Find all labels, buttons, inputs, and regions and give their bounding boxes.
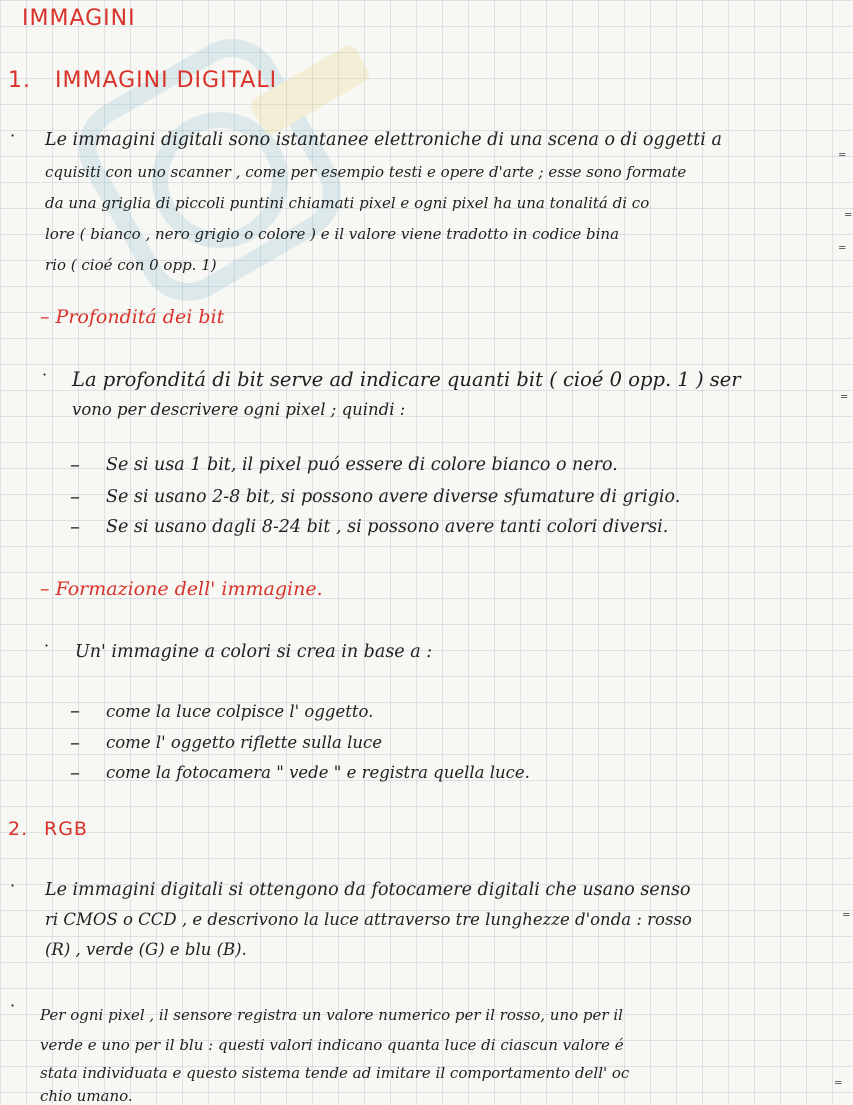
subheading-bit-depth: – Profonditá dei bit xyxy=(40,306,225,328)
list-dash-icon: – xyxy=(70,760,80,784)
list-dash-icon: – xyxy=(70,514,80,538)
list-item: Se si usano dagli 8-24 bit , si possono avere tanti colori diversi. xyxy=(106,517,669,537)
paragraph-line: Le immagini digitali si ottengono da fotocamere digitali che usano senso xyxy=(45,880,691,900)
section-number: 1. xyxy=(8,68,31,93)
section-title: IMMAGINI DIGITALI xyxy=(55,68,278,93)
list-item: come la luce colpisce l' oggetto. xyxy=(106,702,374,721)
continuation-mark-icon: = xyxy=(834,1078,843,1089)
list-dash-icon: – xyxy=(70,698,80,722)
subheading-image-formation: – Formazione dell' immagine. xyxy=(40,578,323,600)
paragraph-line: da una griglia di piccoli puntini chiamati pixel e ogni pixel ha una tonalitá di co xyxy=(45,194,650,212)
paragraph-line: verde e uno per il blu : questi valori indicano quanta luce di ciascun valore é xyxy=(40,1036,624,1054)
list-item: come l' oggetto riflette sulla luce xyxy=(106,733,382,752)
list-item: Se si usa 1 bit, il pixel puó essere di colore bianco o nero. xyxy=(106,455,618,475)
paragraph-line: vono per descrivere ogni pixel ; quindi : xyxy=(72,400,406,419)
section-title: RGB xyxy=(44,818,88,840)
list-dash-icon: – xyxy=(70,730,80,754)
bullet-dot-icon: · xyxy=(44,636,50,655)
bullet-dot-icon: · xyxy=(10,996,16,1015)
bullet-dot-icon: · xyxy=(42,365,48,384)
bullet-dot-icon: · xyxy=(10,126,16,145)
page-title: IMMAGINI xyxy=(22,6,136,31)
paragraph-line: Le immagini digitali sono istantanee elettroniche di una scena o di oggetti a xyxy=(45,130,722,150)
paragraph-line: ri CMOS o CCD , e descrivono la luce attraverso tre lunghezze d'onda : rosso xyxy=(45,910,692,929)
section-number: 2. xyxy=(8,818,29,840)
paragraph-line: stata individuata e questo sistema tende ad imitare il comportamento dell' oc xyxy=(40,1064,630,1082)
list-dash-icon: – xyxy=(70,452,80,476)
continuation-mark-icon: = xyxy=(842,910,851,921)
subheading-bit-depth-text: Profonditá dei bit xyxy=(55,306,225,328)
subheading-image-formation-text: Formazione dell' immagine. xyxy=(55,578,323,600)
bullet-dot-icon: · xyxy=(10,876,16,895)
paragraph-line: La profonditá di bit serve ad indicare quanti bit ( cioé 0 opp. 1 ) ser xyxy=(72,368,741,391)
continuation-mark-icon: = xyxy=(840,392,849,403)
paragraph-line: lore ( bianco , nero grigio o colore ) e il valore viene tradotto in codice bina xyxy=(45,225,620,243)
list-item: come la fotocamera " vede " e registra quella luce. xyxy=(106,763,530,782)
continuation-mark-icon: = xyxy=(844,210,853,221)
paragraph-line: Un' immagine a colori si crea in base a : xyxy=(75,642,433,662)
paragraph-line: chio umano. xyxy=(40,1087,133,1105)
paragraph-line: cquisiti con uno scanner , come per esempio testi e opere d'arte ; esse sono formate xyxy=(45,163,687,181)
continuation-mark-icon: = xyxy=(838,150,847,161)
continuation-mark-icon: = xyxy=(838,243,847,254)
paragraph-line: Per ogni pixel , il sensore registra un valore numerico per il rosso, uno per il xyxy=(40,1006,623,1024)
list-item: Se si usano 2-8 bit, si possono avere diverse sfumature di grigio. xyxy=(106,487,681,507)
paragraph-line: rio ( cioé con 0 opp. 1) xyxy=(45,256,217,274)
list-dash-icon: – xyxy=(70,484,80,508)
paragraph-line: (R) , verde (G) e blu (B). xyxy=(45,940,247,959)
